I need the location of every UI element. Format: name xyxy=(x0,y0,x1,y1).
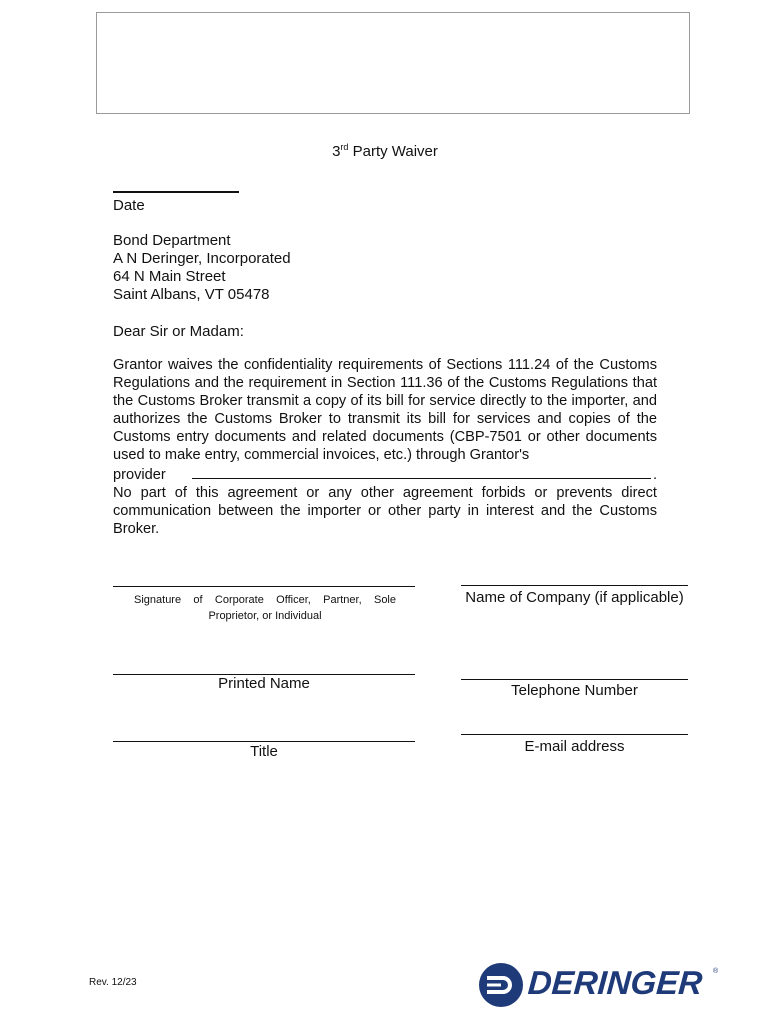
company-caption: Name of Company (if applicable) xyxy=(465,589,684,606)
company-line[interactable] xyxy=(461,585,688,586)
waiver-body xyxy=(113,356,657,538)
deringer-logo-text: DERINGER xyxy=(526,964,704,1001)
date-line[interactable] xyxy=(113,191,239,193)
waiver-paragraph-1: Grantor waives the confidentiality requirements of Sections 111.24 of the Customs Regulations and the requirement in Section 111.36 of the Customs Regulations that the Customs Broker transmit a copy of its bill for service directly to the importer, and authorizes the Customs Broker to transmit its bill for services and copies of the Customs entry documents and related documents (CBP-7501 or other documents used to make entry, commercial invoices, etc.) through Grantor's xyxy=(113,357,657,463)
email-caption: E-mail address xyxy=(524,738,625,755)
revision-label: Rev. 12/23 xyxy=(89,977,137,988)
address-line: A N Deringer, Incorporated xyxy=(113,250,291,267)
telephone-caption: Telephone Number xyxy=(511,682,638,699)
provider-label: provider xyxy=(113,467,166,483)
email-line[interactable] xyxy=(461,734,688,735)
signature-line[interactable] xyxy=(113,586,415,587)
registered-mark: ® xyxy=(713,968,719,975)
telephone-line[interactable] xyxy=(461,679,688,680)
signature-caption: Signature of Corporate Officer, Partner, Sole Proprietor, or Individual xyxy=(134,594,396,622)
address-line: 64 N Main Street xyxy=(113,268,226,285)
title-line[interactable] xyxy=(113,741,415,742)
header-box xyxy=(96,12,690,114)
page-title: 3rd Party Waiver xyxy=(332,142,438,160)
address-block xyxy=(113,232,291,304)
printed-name-caption: Printed Name xyxy=(218,675,310,692)
provider-row xyxy=(113,464,657,484)
deringer-logo xyxy=(476,960,726,1010)
deringer-logo-icon xyxy=(478,962,524,1008)
provider-input-line[interactable] xyxy=(192,464,651,479)
title-caption: Title xyxy=(250,743,278,760)
date-label: Date xyxy=(113,197,145,214)
salutation: Dear Sir or Madam: xyxy=(113,323,244,340)
provider-period: . xyxy=(652,467,657,483)
address-line: Bond Department xyxy=(113,232,231,249)
waiver-paragraph-2: No part of this agreement or any other agreement forbids or prevents direct communication between the importer or other party in interest and the Customs Broker. xyxy=(113,485,657,537)
address-line: Saint Albans, VT 05478 xyxy=(113,286,270,303)
